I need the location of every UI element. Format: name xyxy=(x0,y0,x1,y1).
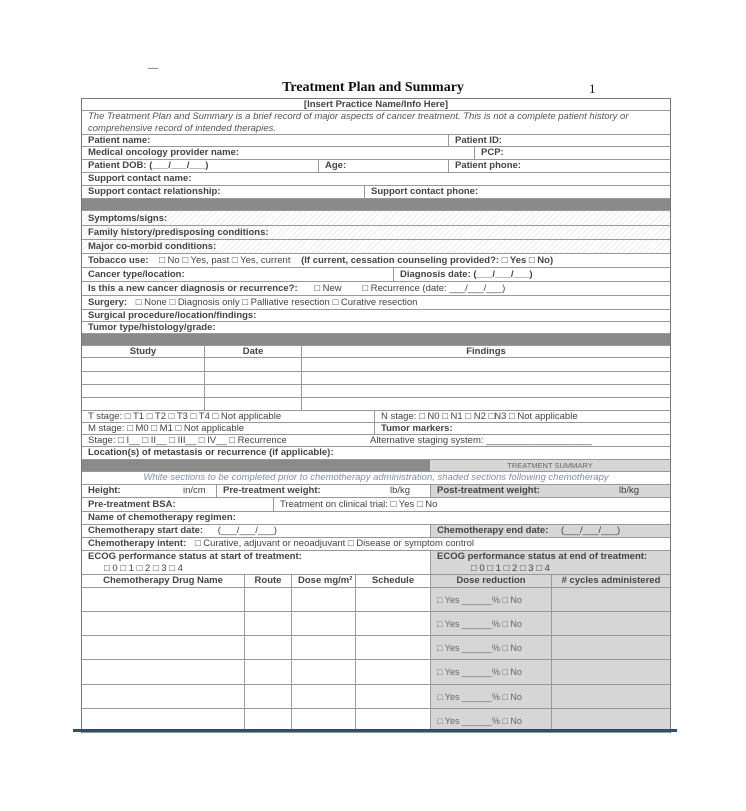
drug-rows xyxy=(82,588,670,733)
tobacco-options[interactable]: □ No □ Yes, past □ Yes, current xyxy=(159,255,291,266)
row-surgical-proc xyxy=(82,310,670,322)
findings-cell[interactable] xyxy=(301,398,670,410)
patient-phone-field[interactable]: Patient phone: xyxy=(448,160,670,172)
pre-weight-unit: lb/kg xyxy=(390,485,411,496)
route-header: Route xyxy=(244,575,291,587)
cycles-cell[interactable] xyxy=(551,612,670,635)
findings-cell[interactable] xyxy=(301,372,670,384)
route-cell[interactable] xyxy=(244,636,291,659)
date-cell[interactable] xyxy=(204,385,301,397)
diagnosis-date-field[interactable]: Diagnosis date: (___/___/___) xyxy=(393,268,670,281)
dose-reduction-cell[interactable]: □ Yes ______% □ No xyxy=(430,685,551,708)
dose-cell[interactable] xyxy=(291,612,355,635)
cancer-type-field[interactable]: Cancer type/location: xyxy=(88,269,185,280)
schedule-header: Schedule xyxy=(355,575,430,587)
row-ecog xyxy=(82,551,670,575)
chemo-start-blank: (___/___/___) xyxy=(217,525,277,536)
pcp-field[interactable]: PCP: xyxy=(474,147,670,159)
row-comorbid xyxy=(82,240,670,254)
date-cell[interactable] xyxy=(204,372,301,384)
dose-reduction-header: Dose reduction xyxy=(430,575,551,587)
post-weight-field[interactable] xyxy=(430,485,670,497)
row-bsa xyxy=(82,498,670,512)
post-weight-label: Post-treatment weight: xyxy=(437,485,540,496)
age-field[interactable]: Age: xyxy=(318,160,448,172)
row-provider xyxy=(82,147,670,160)
treatment-form xyxy=(81,98,671,733)
row-cancer-type xyxy=(82,268,670,282)
row-patient-name xyxy=(82,135,670,147)
chemo-regimen-field[interactable]: Name of chemotherapy regimen: xyxy=(88,512,236,523)
dose-reduction-cell[interactable]: □ Yes ______% □ No xyxy=(430,612,551,635)
section-divider xyxy=(82,199,670,211)
tobacco-counsel[interactable]: (If current, cessation counseling provided?: □ Yes □ No) xyxy=(301,255,554,266)
dose-reduction-cell[interactable]: □ Yes ______% □ No xyxy=(430,636,551,659)
surgery-options[interactable]: □ None □ Diagnosis only □ Palliative resection □ Curative resection xyxy=(135,297,418,308)
row-tn-stage xyxy=(82,411,670,423)
new-dx-new[interactable]: □ New xyxy=(314,283,342,294)
drug-name-cell[interactable] xyxy=(82,685,244,708)
ecog-end-label: ECOG performance status at end of treatment: xyxy=(437,551,648,562)
study-cell[interactable] xyxy=(82,372,204,384)
chemo-start-field[interactable] xyxy=(82,525,430,537)
row-height xyxy=(82,485,670,498)
new-dx-field xyxy=(82,282,670,295)
drug-name-header: Chemotherapy Drug Name xyxy=(103,575,223,586)
chemo-end-blank: (___/___/___) xyxy=(561,525,621,536)
schedule-cell[interactable] xyxy=(355,612,430,635)
dose-header: Dose mg/m² xyxy=(291,575,355,587)
comorbid-field[interactable]: Major co-morbid conditions: xyxy=(88,241,217,252)
dose-cell[interactable] xyxy=(291,660,355,684)
support-phone-field[interactable]: Support contact phone: xyxy=(364,186,670,198)
row-symptoms xyxy=(82,211,670,226)
row-tumor-type xyxy=(82,322,670,334)
row-m-stage xyxy=(82,423,670,435)
ecog-end-options[interactable]: □ 0 □ 1 □ 2 □ 3 □ 4 xyxy=(471,563,550,574)
drug-name-cell[interactable] xyxy=(82,660,244,684)
tumor-type-field[interactable]: Tumor type/histology/grade: xyxy=(88,322,216,333)
drug-row xyxy=(82,636,670,660)
cycles-cell[interactable] xyxy=(551,588,670,611)
dose-reduction-cell[interactable]: □ Yes ______% □ No xyxy=(430,660,551,684)
row-support-rel xyxy=(82,186,670,199)
date-cell[interactable] xyxy=(204,358,301,371)
date-cell[interactable] xyxy=(204,398,301,410)
pre-weight-label: Pre-treatment weight: xyxy=(223,485,321,496)
cycles-cell[interactable] xyxy=(551,685,670,708)
row-metastasis xyxy=(82,447,670,460)
route-cell[interactable] xyxy=(244,660,291,684)
m-stage-field[interactable]: M stage: □ M0 □ M1 □ Not applicable xyxy=(88,423,245,434)
study-header-row xyxy=(82,346,670,358)
dose-reduction-cell[interactable]: □ Yes ______% □ No xyxy=(430,588,551,611)
top-mark: — xyxy=(148,63,158,74)
drug-name-cell[interactable] xyxy=(82,612,244,635)
study-col-header: Study xyxy=(129,346,157,357)
row-white-note xyxy=(82,472,670,485)
post-weight-unit: lb/kg xyxy=(619,485,640,496)
pre-bsa-field[interactable]: Pre-treatment BSA: xyxy=(88,499,176,510)
practice-row xyxy=(82,99,670,111)
ecog-start-label: ECOG performance status at start of treatment: xyxy=(88,551,302,562)
family-history-field[interactable]: Family history/predisposing conditions: xyxy=(88,227,269,238)
study-row xyxy=(82,398,670,411)
study-cell[interactable] xyxy=(82,358,204,371)
treatment-summary-label: TREATMENT SUMMARY xyxy=(430,460,670,471)
route-cell[interactable] xyxy=(244,685,291,708)
row-stage xyxy=(82,435,670,447)
footer-rule xyxy=(73,729,677,732)
cycles-cell[interactable] xyxy=(551,636,670,659)
chemo-end-label: Chemotherapy end date: xyxy=(437,525,549,536)
tobacco-label: Tobacco use: xyxy=(88,255,149,266)
surgical-procedure-field[interactable]: Surgical procedure/location/findings: xyxy=(88,310,257,321)
chemo-start-label: Chemotherapy start date: xyxy=(88,525,204,536)
row-family xyxy=(82,226,670,240)
white-note: White sections to be completed prior to chemotherapy administration, shaded sections following chemotherapy xyxy=(143,472,609,483)
ecog-start-field xyxy=(82,551,430,574)
cycles-header: # cycles administered xyxy=(551,575,670,587)
t-stage-field[interactable]: T stage: □ T1 □ T2 □ T3 □ T4 □ Not applicable xyxy=(88,411,282,422)
findings-cell[interactable] xyxy=(301,358,670,371)
drug-row xyxy=(82,660,670,685)
dose-cell[interactable] xyxy=(291,588,355,611)
summary-bar-dark xyxy=(82,460,430,471)
schedule-cell[interactable] xyxy=(355,685,430,708)
study-row xyxy=(82,372,670,385)
cycles-cell[interactable] xyxy=(551,660,670,684)
treatment-summary-bar xyxy=(82,460,670,472)
patient-name-field[interactable]: Patient name: xyxy=(88,135,151,146)
chemo-end-field[interactable] xyxy=(430,525,670,537)
intro-row xyxy=(82,111,670,135)
pre-weight-field[interactable] xyxy=(216,485,430,497)
patient-id-field[interactable]: Patient ID: xyxy=(448,135,670,146)
height-field[interactable] xyxy=(82,485,216,497)
row-dob xyxy=(82,160,670,173)
row-surgery xyxy=(82,296,670,310)
schedule-cell[interactable] xyxy=(355,660,430,684)
row-new-dx xyxy=(82,282,670,296)
study-cell[interactable] xyxy=(82,385,204,397)
drug-name-cell[interactable] xyxy=(82,636,244,659)
row-chemo-intent xyxy=(82,538,670,551)
chemo-intent-options[interactable]: □ Curative, adjuvant or neoadjuvant □ Disease or symptom control xyxy=(194,538,475,549)
date-col-header: Date xyxy=(204,346,301,357)
dose-cell[interactable] xyxy=(291,685,355,708)
new-dx-recurrence[interactable]: □ Recurrence (date: ___/___/___) xyxy=(362,283,506,294)
drug-name-cell[interactable] xyxy=(82,588,244,611)
stage-field[interactable]: Stage: □ I__ □ II__ □ III__ □ IV__ □ Recurrence xyxy=(88,435,287,446)
clinical-trial-field[interactable]: Treatment on clinical trial: □ Yes □ No xyxy=(273,498,670,511)
alt-staging-field[interactable]: Alternative staging system: ____________________ xyxy=(370,435,592,446)
schedule-cell[interactable] xyxy=(355,588,430,611)
ecog-end-field xyxy=(430,551,670,574)
height-label: Height: xyxy=(88,485,121,496)
tumor-markers-field[interactable]: Tumor markers: xyxy=(374,423,670,434)
symptoms-field[interactable]: Symptoms/signs: xyxy=(88,213,168,224)
practice-name: [Insert Practice Name/Info Here] xyxy=(303,99,449,110)
row-tobacco xyxy=(82,254,670,268)
findings-cell[interactable] xyxy=(301,385,670,397)
provider-name-field[interactable]: Medical oncology provider name: xyxy=(88,147,239,158)
section-divider-2 xyxy=(82,334,670,346)
row-chemo-dates xyxy=(82,525,670,538)
drug-row xyxy=(82,685,670,709)
drug-header-row xyxy=(82,575,670,588)
findings-col-header: Findings xyxy=(301,346,670,357)
route-cell[interactable] xyxy=(244,612,291,635)
row-support-name xyxy=(82,173,670,186)
n-stage-field[interactable]: N stage: □ N0 □ N1 □ N2 □N3 □ Not applicable xyxy=(374,411,670,422)
row-regimen xyxy=(82,512,670,525)
study-row xyxy=(82,385,670,398)
tobacco-field xyxy=(82,254,670,267)
route-cell[interactable] xyxy=(244,588,291,611)
dob-field[interactable]: Patient DOB: (___/___/___) xyxy=(88,160,209,171)
chemo-intent-label: Chemotherapy intent: xyxy=(88,538,187,549)
ecog-start-options[interactable]: □ 0 □ 1 □ 2 □ 3 □ 4 xyxy=(104,563,183,574)
metastasis-field[interactable]: Location(s) of metastasis or recurrence (if applicable): xyxy=(88,447,334,458)
intro-text: The Treatment Plan and Summary is a brief record of major aspects of cancer treatment. This is not a complete patient history or comprehensive record of intended therapies. xyxy=(88,111,629,134)
study-cell[interactable] xyxy=(82,398,204,410)
schedule-cell[interactable] xyxy=(355,636,430,659)
study-row xyxy=(82,358,670,372)
support-relationship-field[interactable]: Support contact relationship: xyxy=(88,186,221,197)
surgery-field xyxy=(82,296,670,309)
drug-row xyxy=(82,588,670,612)
support-name-field[interactable]: Support contact name: xyxy=(88,173,192,184)
dose-reduction-cell[interactable]: □ Yes ______% □ No xyxy=(430,709,551,732)
dose-cell[interactable] xyxy=(291,636,355,659)
new-dx-label: Is this a new cancer diagnosis or recurrence?: xyxy=(88,283,298,294)
page-number: 1 xyxy=(589,81,596,96)
height-unit: in/cm xyxy=(183,485,206,496)
surgery-label: Surgery: xyxy=(88,297,128,308)
chemo-intent-field xyxy=(82,538,670,550)
page-title: Treatment Plan and Summary xyxy=(282,80,464,95)
drug-row xyxy=(82,612,670,636)
